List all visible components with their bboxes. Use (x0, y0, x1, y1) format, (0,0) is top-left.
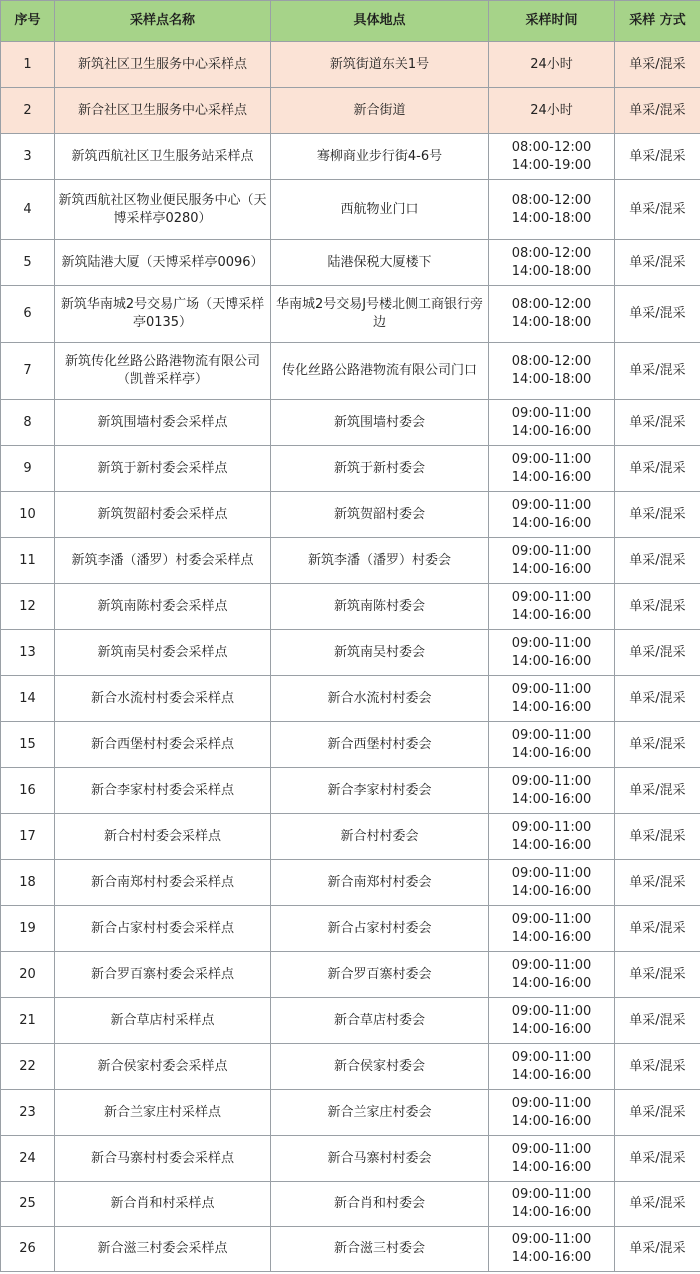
table-row (1, 400, 700, 446)
cell-place: 新合街道 (271, 88, 489, 134)
time-range: 09:00-11:00 (511, 405, 592, 421)
table-row (1, 180, 700, 240)
cell-place: 新合南郑村村委会 (271, 860, 489, 906)
time-range: 09:00-11:00 (511, 957, 592, 973)
table-row (1, 446, 700, 492)
cell-name: 新合侯家村委会采样点 (55, 1044, 271, 1090)
cell-place: 新合肖和村委会 (271, 1182, 489, 1227)
cell-name: 新合草店村采样点 (55, 998, 271, 1044)
cell-place: 新合滋三村委会 (271, 1227, 489, 1272)
cell-place: 新合西堡村村委会 (271, 722, 489, 768)
cell-time (489, 860, 615, 906)
cell-time (489, 1090, 615, 1136)
cell-mode: 单采/混采 (615, 286, 700, 343)
time-range: 14:00-16:00 (511, 1159, 592, 1175)
time-range: 09:00-11:00 (511, 911, 592, 927)
time-range: 14:00-18:00 (511, 315, 592, 330)
table-row (1, 134, 700, 180)
cell-mode: 单采/混采 (615, 860, 700, 906)
cell-name: 新筑西航社区物业便民服务中心（天博采样亭0280） (55, 180, 271, 240)
time-range: 14:00-16:00 (511, 1021, 592, 1037)
cell-time (489, 630, 615, 676)
cell-name: 新筑社区卫生服务中心采样点 (55, 42, 271, 88)
cell-time (489, 722, 615, 768)
cell-mode: 单采/混采 (615, 768, 700, 814)
time-range: 09:00-11:00 (511, 727, 592, 743)
cell-time (489, 446, 615, 492)
table-row (1, 492, 700, 538)
cell-mode: 单采/混采 (615, 538, 700, 584)
cell-time (489, 286, 615, 343)
time-range: 14:00-16:00 (511, 929, 592, 945)
time-range: 09:00-11:00 (511, 497, 592, 513)
cell-place: 新筑街道东关1号 (271, 42, 489, 88)
time-range: 09:00-11:00 (511, 589, 592, 605)
time-range: 24小时 (530, 102, 573, 118)
cell-no: 21 (1, 998, 55, 1044)
cell-no: 9 (1, 446, 55, 492)
time-range: 14:00-16:00 (511, 837, 592, 853)
cell-no: 5 (1, 240, 55, 286)
cell-place: 新筑李潘（潘罗）村委会 (271, 538, 489, 584)
cell-mode: 单采/混采 (615, 1044, 700, 1090)
time-range: 09:00-11:00 (511, 1049, 592, 1065)
cell-name: 新合水流村村委会采样点 (55, 676, 271, 722)
time-range: 09:00-11:00 (511, 1141, 592, 1157)
cell-no: 18 (1, 860, 55, 906)
cell-place: 骞柳商业步行街4-6号 (271, 134, 489, 180)
cell-time (489, 952, 615, 998)
cell-place: 华南城2号交易J号楼北侧工商银行旁边 (271, 286, 489, 343)
cell-no: 10 (1, 492, 55, 538)
cell-mode: 单采/混采 (615, 446, 700, 492)
header-name: 采样点名称 (55, 1, 271, 42)
table-row (1, 722, 700, 768)
cell-name: 新合占家村村委会采样点 (55, 906, 271, 952)
cell-place: 陆港保税大厦楼下 (271, 240, 489, 286)
cell-time (489, 1136, 615, 1182)
header-time: 采样时间 (489, 1, 615, 42)
time-range: 09:00-11:00 (511, 1232, 592, 1247)
cell-no: 24 (1, 1136, 55, 1182)
time-range: 14:00-16:00 (511, 975, 592, 991)
cell-place: 新合马寨村村委会 (271, 1136, 489, 1182)
time-range: 14:00-19:00 (511, 157, 592, 173)
time-range: 14:00-16:00 (511, 745, 592, 761)
time-range: 08:00-12:00 (511, 245, 592, 261)
cell-place: 新筑围墙村委会 (271, 400, 489, 446)
cell-place: 新合草店村委会 (271, 998, 489, 1044)
table-row (1, 814, 700, 860)
cell-time (489, 998, 615, 1044)
cell-time (489, 240, 615, 286)
table-header (1, 1, 700, 42)
cell-name: 新合马寨村村委会采样点 (55, 1136, 271, 1182)
time-range: 08:00-12:00 (511, 139, 592, 155)
cell-name: 新合兰家庄村采样点 (55, 1090, 271, 1136)
table-row (1, 1227, 700, 1272)
cell-place: 新合占家村村委会 (271, 906, 489, 952)
cell-time (489, 42, 615, 88)
table-row (1, 584, 700, 630)
cell-name: 新合滋三村委会采样点 (55, 1227, 271, 1272)
table-row (1, 998, 700, 1044)
cell-name: 新合南郑村村委会采样点 (55, 860, 271, 906)
table-row (1, 906, 700, 952)
cell-time (489, 1044, 615, 1090)
time-range: 09:00-11:00 (511, 543, 592, 559)
cell-mode: 单采/混采 (615, 88, 700, 134)
cell-mode: 单采/混采 (615, 1090, 700, 1136)
cell-no: 8 (1, 400, 55, 446)
cell-mode: 单采/混采 (615, 1227, 700, 1272)
time-range: 14:00-16:00 (511, 515, 592, 531)
cell-mode: 单采/混采 (615, 1182, 700, 1227)
time-range: 08:00-12:00 (511, 297, 592, 312)
cell-place: 新筑于新村委会 (271, 446, 489, 492)
cell-mode: 单采/混采 (615, 722, 700, 768)
cell-name: 新合罗百寨村委会采样点 (55, 952, 271, 998)
table-row (1, 42, 700, 88)
time-range: 14:00-16:00 (511, 699, 592, 715)
cell-name: 新筑贺韶村委会采样点 (55, 492, 271, 538)
cell-name: 新筑于新村委会采样点 (55, 446, 271, 492)
cell-time (489, 492, 615, 538)
cell-time (489, 538, 615, 584)
cell-time (489, 768, 615, 814)
cell-no: 15 (1, 722, 55, 768)
cell-place: 新合兰家庄村委会 (271, 1090, 489, 1136)
cell-place: 传化丝路公路港物流有限公司门口 (271, 343, 489, 400)
table-row (1, 630, 700, 676)
cell-place: 新合村村委会 (271, 814, 489, 860)
header-row (1, 1, 700, 42)
table-body (1, 42, 700, 1272)
cell-no: 25 (1, 1182, 55, 1227)
cell-place: 新合李家村村委会 (271, 768, 489, 814)
time-range: 09:00-11:00 (511, 635, 592, 651)
cell-no: 26 (1, 1227, 55, 1272)
cell-place: 新合罗百寨村委会 (271, 952, 489, 998)
time-range: 09:00-11:00 (511, 773, 592, 789)
table-row (1, 952, 700, 998)
table-row (1, 1090, 700, 1136)
time-range: 09:00-11:00 (511, 451, 592, 467)
cell-name: 新合西堡村村委会采样点 (55, 722, 271, 768)
time-range: 09:00-11:00 (511, 819, 592, 835)
cell-time (489, 343, 615, 400)
cell-time (489, 134, 615, 180)
table-row (1, 538, 700, 584)
table-row (1, 343, 700, 400)
cell-no: 12 (1, 584, 55, 630)
time-range: 24小时 (530, 56, 573, 72)
cell-time (489, 1227, 615, 1272)
cell-name: 新合李家村村委会采样点 (55, 768, 271, 814)
time-range: 14:00-16:00 (511, 1250, 592, 1265)
cell-mode: 单采/混采 (615, 400, 700, 446)
cell-name: 新筑南吴村委会采样点 (55, 630, 271, 676)
cell-mode: 单采/混采 (615, 343, 700, 400)
time-range: 08:00-12:00 (511, 354, 592, 369)
table-row (1, 676, 700, 722)
time-range: 14:00-16:00 (511, 469, 592, 485)
cell-mode: 单采/混采 (615, 180, 700, 240)
cell-name: 新合肖和村采样点 (55, 1182, 271, 1227)
cell-place: 新筑贺韶村委会 (271, 492, 489, 538)
time-range: 14:00-16:00 (511, 1113, 592, 1129)
time-range: 09:00-11:00 (511, 1187, 592, 1202)
cell-place: 新合侯家村委会 (271, 1044, 489, 1090)
cell-name: 新合社区卫生服务中心采样点 (55, 88, 271, 134)
cell-mode: 单采/混采 (615, 42, 700, 88)
time-range: 14:00-18:00 (511, 263, 592, 279)
cell-name: 新筑传化丝路公路港物流有限公司（凯普采样亭） (55, 343, 271, 400)
cell-place: 西航物业门口 (271, 180, 489, 240)
cell-time (489, 400, 615, 446)
cell-time (489, 584, 615, 630)
cell-no: 13 (1, 630, 55, 676)
cell-mode: 单采/混采 (615, 952, 700, 998)
cell-mode: 单采/混采 (615, 584, 700, 630)
cell-time (489, 676, 615, 722)
cell-no: 14 (1, 676, 55, 722)
cell-name: 新筑李潘（潘罗）村委会采样点 (55, 538, 271, 584)
cell-no: 16 (1, 768, 55, 814)
time-range: 09:00-11:00 (511, 1095, 592, 1111)
cell-name: 新筑围墙村委会采样点 (55, 400, 271, 446)
cell-no: 2 (1, 88, 55, 134)
table-row (1, 286, 700, 343)
cell-no: 7 (1, 343, 55, 400)
header-place: 具体地点 (271, 1, 489, 42)
cell-name: 新筑陆港大厦（天博采样亭0096） (55, 240, 271, 286)
time-range: 14:00-18:00 (511, 372, 592, 387)
cell-time (489, 1182, 615, 1227)
cell-place: 新合水流村村委会 (271, 676, 489, 722)
table-row (1, 1182, 700, 1227)
cell-mode: 单采/混采 (615, 240, 700, 286)
cell-mode: 单采/混采 (615, 134, 700, 180)
table-row (1, 1136, 700, 1182)
time-range: 08:00-12:00 (511, 192, 592, 208)
header-no: 序号 (1, 1, 55, 42)
header-mode: 采样 方式 (615, 1, 700, 42)
cell-mode: 单采/混采 (615, 906, 700, 952)
cell-mode: 单采/混采 (615, 630, 700, 676)
cell-name: 新合村村委会采样点 (55, 814, 271, 860)
cell-mode: 单采/混采 (615, 1136, 700, 1182)
cell-no: 3 (1, 134, 55, 180)
time-range: 14:00-16:00 (511, 561, 592, 577)
cell-no: 19 (1, 906, 55, 952)
table-row (1, 768, 700, 814)
cell-no: 17 (1, 814, 55, 860)
cell-time (489, 906, 615, 952)
cell-no: 11 (1, 538, 55, 584)
time-range: 14:00-16:00 (511, 883, 592, 899)
cell-place: 新筑南吴村委会 (271, 630, 489, 676)
cell-no: 4 (1, 180, 55, 240)
cell-mode: 单采/混采 (615, 814, 700, 860)
cell-time (489, 180, 615, 240)
time-range: 09:00-11:00 (511, 865, 592, 881)
cell-mode: 单采/混采 (615, 998, 700, 1044)
table-row (1, 1044, 700, 1090)
time-range: 14:00-16:00 (511, 1067, 592, 1083)
cell-no: 6 (1, 286, 55, 343)
time-range: 14:00-16:00 (511, 653, 592, 669)
time-range: 14:00-16:00 (511, 1205, 592, 1220)
table-row (1, 88, 700, 134)
cell-name: 新筑西航社区卫生服务站采样点 (55, 134, 271, 180)
cell-no: 22 (1, 1044, 55, 1090)
cell-no: 23 (1, 1090, 55, 1136)
time-range: 14:00-16:00 (511, 607, 592, 623)
cell-name: 新筑南陈村委会采样点 (55, 584, 271, 630)
time-range: 09:00-11:00 (511, 1003, 592, 1019)
table-row (1, 860, 700, 906)
cell-no: 20 (1, 952, 55, 998)
table-row (1, 240, 700, 286)
time-range: 14:00-16:00 (511, 423, 592, 439)
time-range: 14:00-18:00 (511, 210, 592, 226)
cell-time (489, 88, 615, 134)
cell-mode: 单采/混采 (615, 492, 700, 538)
cell-mode: 单采/混采 (615, 676, 700, 722)
cell-name: 新筑华南城2号交易广场（天博采样亭0135） (55, 286, 271, 343)
cell-time (489, 814, 615, 860)
cell-place: 新筑南陈村委会 (271, 584, 489, 630)
cell-no: 1 (1, 42, 55, 88)
time-range: 14:00-16:00 (511, 791, 592, 807)
time-range: 09:00-11:00 (511, 681, 592, 697)
